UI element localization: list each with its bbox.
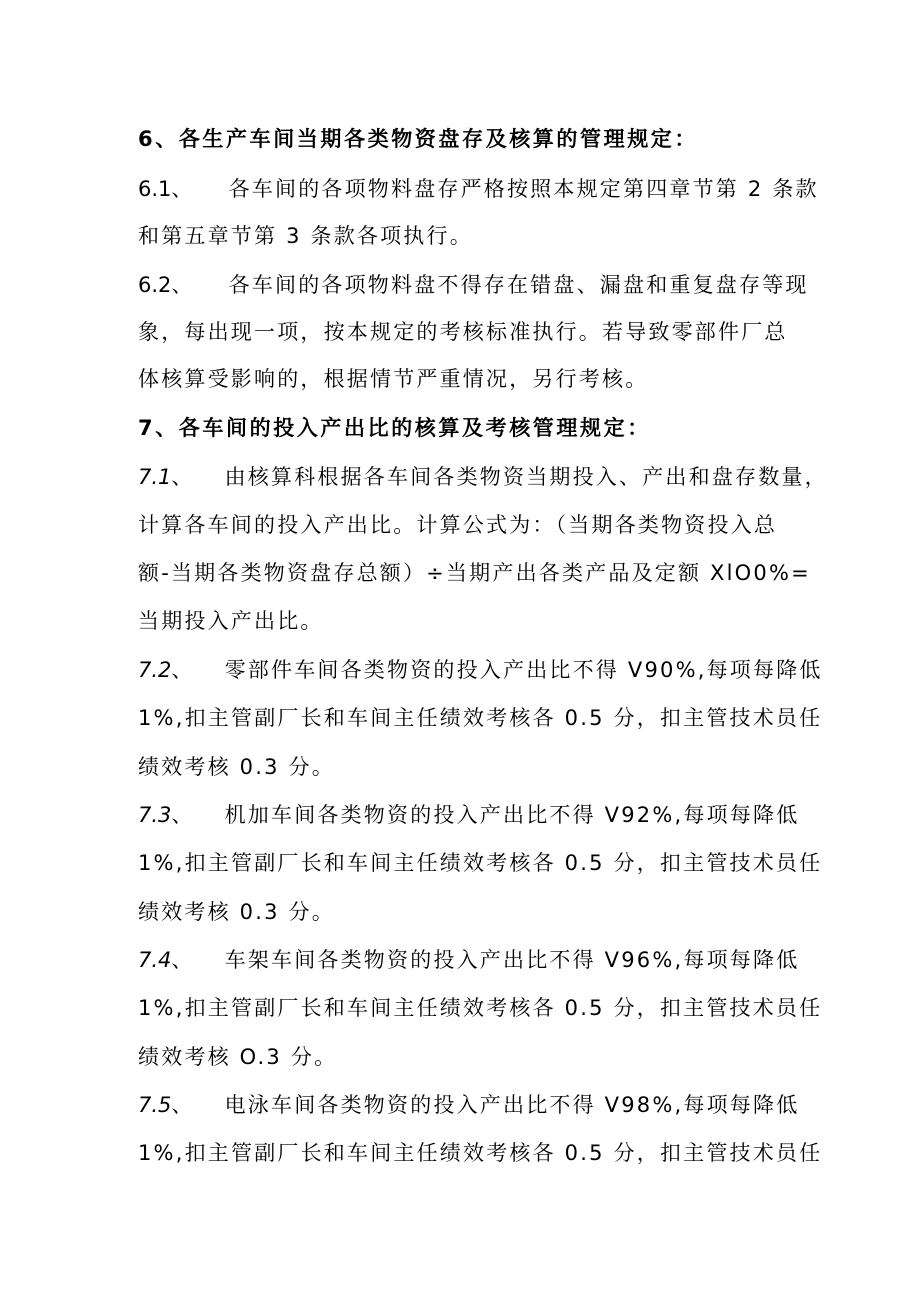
item-7-5-text-1: 电泳车间各类物资的投入产出比不得 V98%,每项每降低 <box>224 1093 800 1117</box>
item-6-1-mark: 、 <box>171 177 195 201</box>
item-7-1-mark: 、 <box>171 465 195 489</box>
item-6-1-number: 6.1 <box>138 177 172 201</box>
item-7-3-text-2: 1%,扣主管副厂长和车间主任绩效考核各 0.5 分，扣主管技术员任 <box>138 851 823 875</box>
item-7-2-mark: 、 <box>171 658 195 682</box>
item-7-1-text-3: 额-当期各类物资盘存总额）÷当期产出各类产品及定额 XlO0%= <box>138 561 811 585</box>
item-6-2-number: 6.2 <box>138 273 172 297</box>
item-7-1-text-4: 当期投入产出比。 <box>138 609 324 633</box>
item-6-2-text-3: 体核算受影响的，根据情节严重情况，另行考核。 <box>138 367 649 391</box>
item-7-5-mark: 、 <box>171 1093 195 1117</box>
item-6-1-text-2: 和第五章节第 3 条款各项执行。 <box>138 224 473 248</box>
section-7-heading: 7、各车间的投入产出比的核算及考核管理规定： <box>138 416 651 440</box>
item-7-4-line-1 <box>138 945 799 975</box>
item-6-2-line-1 <box>138 270 809 300</box>
item-7-2-number: 7.2 <box>138 658 172 682</box>
item-7-1-text-2: 计算各车间的投入产出比。计算公式为：（当期各类物资投入总 <box>138 513 778 537</box>
item-7-3-line-1 <box>138 800 799 830</box>
item-6-1-line-1 <box>138 174 819 204</box>
item-7-1-number: 7.1 <box>138 465 172 489</box>
item-7-1-text-1: 由核算科根据各车间各类物资当期投入、产出和盘存数量， <box>224 465 828 489</box>
item-7-5-text-2: 1%,扣主管副厂长和车间主任绩效考核各 0.5 分，扣主管技术员任 <box>138 1141 823 1165</box>
item-7-5-number: 7.5 <box>138 1093 172 1117</box>
item-7-2-text-3: 绩效考核 0.3 分。 <box>138 755 335 779</box>
item-6-1-text-1: 各车间的各项物料盘存严格按照本规定第四章节第 2 条款 <box>228 177 819 201</box>
item-7-5-line-1 <box>138 1090 799 1120</box>
item-7-4-text-3: 绩效考核 O.3 分。 <box>138 1045 338 1069</box>
item-7-2-line-1 <box>138 655 823 685</box>
item-7-1-line-1 <box>138 462 828 492</box>
item-7-3-mark: 、 <box>171 803 195 827</box>
item-7-4-text-1: 车架车间各类物资的投入产出比不得 V96%,每项每降低 <box>224 948 800 972</box>
item-7-4-mark: 、 <box>171 948 195 972</box>
item-6-2-text-2: 象，每出现一项，按本规定的考核标准执行。若导致零部件厂总 <box>138 320 788 344</box>
section-6-heading: 6、各生产车间当期各类物资盘存及核算的管理规定： <box>138 127 699 151</box>
item-7-2-text-2: 1%,扣主管副厂长和车间主任绩效考核各 0.5 分，扣主管技术员任 <box>138 706 823 730</box>
item-6-2-text-1: 各车间的各项物料盘不得存在错盘、漏盘和重复盘存等现 <box>228 273 809 297</box>
item-7-4-number: 7.4 <box>138 948 172 972</box>
item-7-3-number: 7.3 <box>138 803 172 827</box>
item-7-2-text-1: 零部件车间各类物资的投入产出比不得 V90%,每项每降低 <box>224 658 823 682</box>
item-6-2-mark: 、 <box>171 273 195 297</box>
item-7-3-text-3: 绩效考核 0.3 分。 <box>138 900 335 924</box>
item-7-4-text-2: 1%,扣主管副厂长和车间主任绩效考核各 0.5 分，扣主管技术员任 <box>138 996 823 1020</box>
item-7-3-text-1: 机加车间各类物资的投入产出比不得 V92%,每项每降低 <box>224 803 800 827</box>
